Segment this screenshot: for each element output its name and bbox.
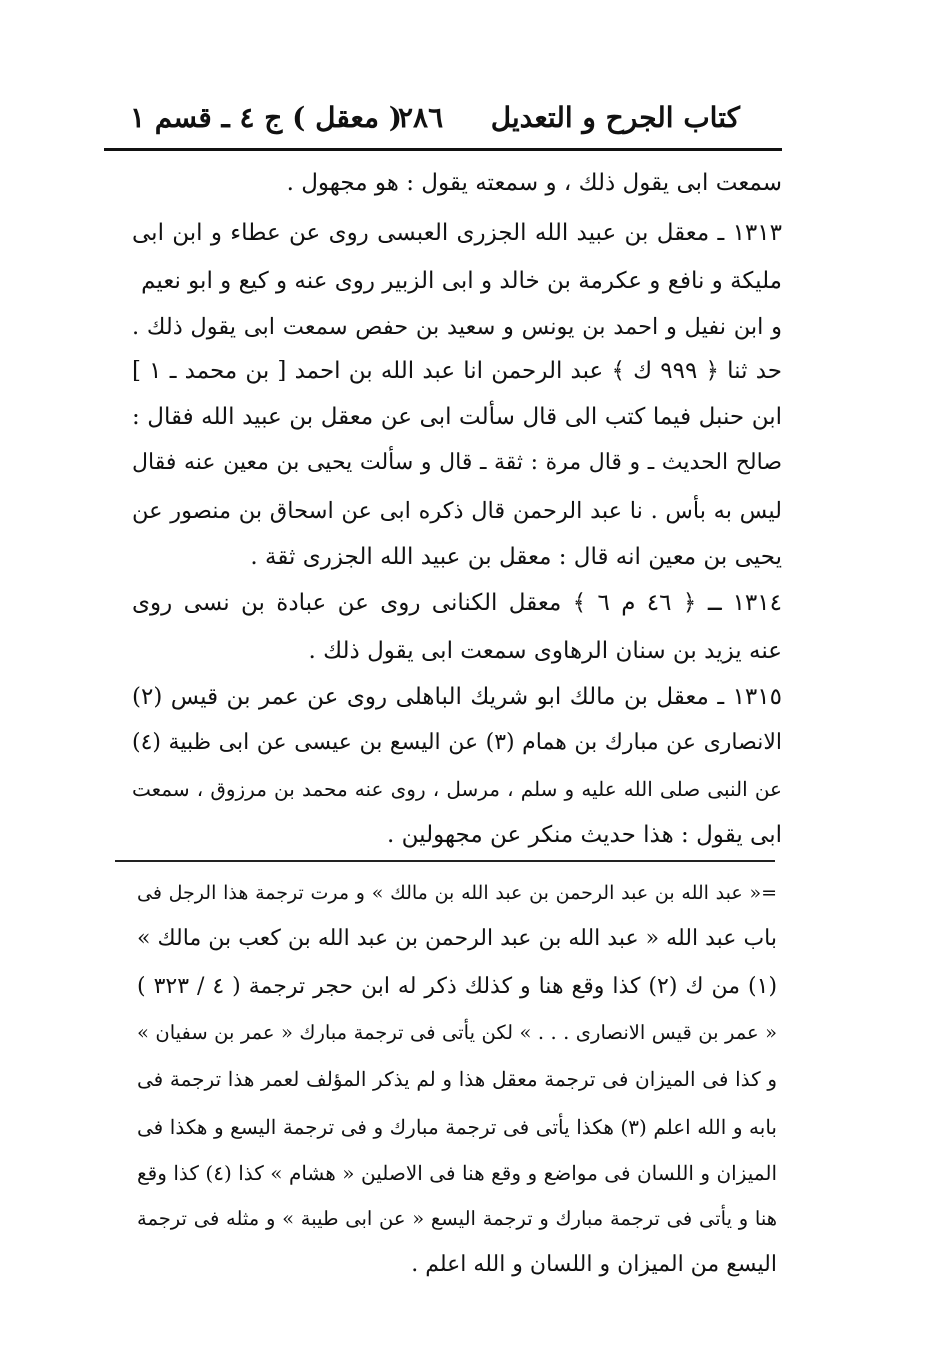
body-line: الانصارى عن مبارك بن همام (٣) عن اليسع بن عيسى عن ابى ظبية (٤) <box>132 730 782 755</box>
body-line: يحيى بن معين انه قال : معقل بن عبيد الله الجزرى ثقة . <box>250 544 782 570</box>
running-header <box>130 95 740 141</box>
section-label: ( معقل ) ج ٤ ـ قسم ١ <box>130 101 402 134</box>
body-line: و ابن نفيل و احمد بن يونس و سعيد بن حفص سمعت ابى يقول ذلك . <box>132 314 782 340</box>
footnote-line: بابه و الله اعلم (٣) هكذا يأتى فى ترجمة مبارك و فى ترجمة اليسع و هكذا فى <box>137 1115 777 1139</box>
footnote-line: باب عبد الله « عبد الله بن عبد الرحمن بن عبد الله بن كعب بن مالك » <box>137 926 777 951</box>
body-line: ابن حنبل فيما كتب الى قال سألت ابى عن معقل بن عبيد الله فقال : <box>132 404 782 430</box>
body-line: سمعت ابى يقول ذلك ، و سمعته يقول : هو مجهول . <box>286 170 782 196</box>
entry-1315-line: ١٣١٥ ـ معقل بن مالك ابو شريك الباهلى روى عن عمر بن قيس (٢) <box>132 684 782 710</box>
footnote-line: « عمر بن قيس الانصارى . . . » لكن يأتى فى ترجمة مبارك « عمر بن سفيان » <box>137 1021 777 1044</box>
body-line: ليس به بأس . نا عبد الرحمن قال ذكره ابى عن اسحاق بن منصور عن <box>132 498 782 524</box>
footnote-line: هنا و يأتى فى ترجمة مبارك و ترجمة اليسع « عن ابى طيبة » و مثله فى ترجمة <box>137 1207 777 1230</box>
footnote-line: (١) من ك (٢) كذا وقع هنا و كذلك ذكر له ابن حجر ترجمة ( ٤ / ٣٢٣ ) <box>137 974 778 999</box>
footnote-line: الميزان و اللسان فى مواضع و وقع هنا فى الاصلين « هشام » كذا (٤) كذا وقع <box>137 1161 777 1185</box>
footnote-line: =« عبد الله بن عبد الرحمن بن عبد الله بن مالك » و مرت ترجمة هذا الرجل فى <box>137 882 777 904</box>
body-line: حد ثنا ﴿ ٩٩٩ ك ﴾ عبد الرحمن انا عبد الله بن احمد [ بن محمد ـ ١ ] <box>132 358 782 384</box>
body-line: مليكة و نافع و عكرمة بن خالد و ابى الزبير روى عنه و كيع و ابو نعيم <box>141 268 782 294</box>
body-line: عن النبى صلى الله عليه و سلم ، مرسل ، روى عنه محمد بن مرزوق ، سمعت <box>132 777 782 801</box>
page-number: ٢٨٦ <box>398 101 444 134</box>
body-line: ابى يقول : هذا حديث منكر عن مجهولين . <box>387 822 782 848</box>
book-title: كتاب الجرح و التعديل <box>490 101 740 134</box>
body-line: عنه يزيد بن سنان الرهاوى سمعت ابى يقول ذلك . <box>308 638 782 664</box>
entry-1314-line: ١٣١٤ ـ ﴿ ٤٦ م ٦ ﴾ معقل الكنانى روى عن عبادة بن نسى روى <box>132 590 782 616</box>
header-rule <box>104 148 782 151</box>
body-line: صالح الحديث ـ و قال مرة : ثقة ـ قال و سألت يحيى بن معين عنه فقال <box>132 450 782 475</box>
footnote-line: اليسع من الميزان و اللسان و الله اعلم . <box>411 1252 777 1277</box>
footnote-line: و كذا فى الميزان فى ترجمة معقل هذا و لم يذكر المؤلف لعمر هذا ترجمة فى <box>137 1067 777 1091</box>
footnote-rule <box>115 860 775 862</box>
entry-1313-line: ١٣١٣ ـ معقل بن عبيد الله الجزرى العبسى روى عن عطاء و ابن ابى <box>132 220 782 246</box>
